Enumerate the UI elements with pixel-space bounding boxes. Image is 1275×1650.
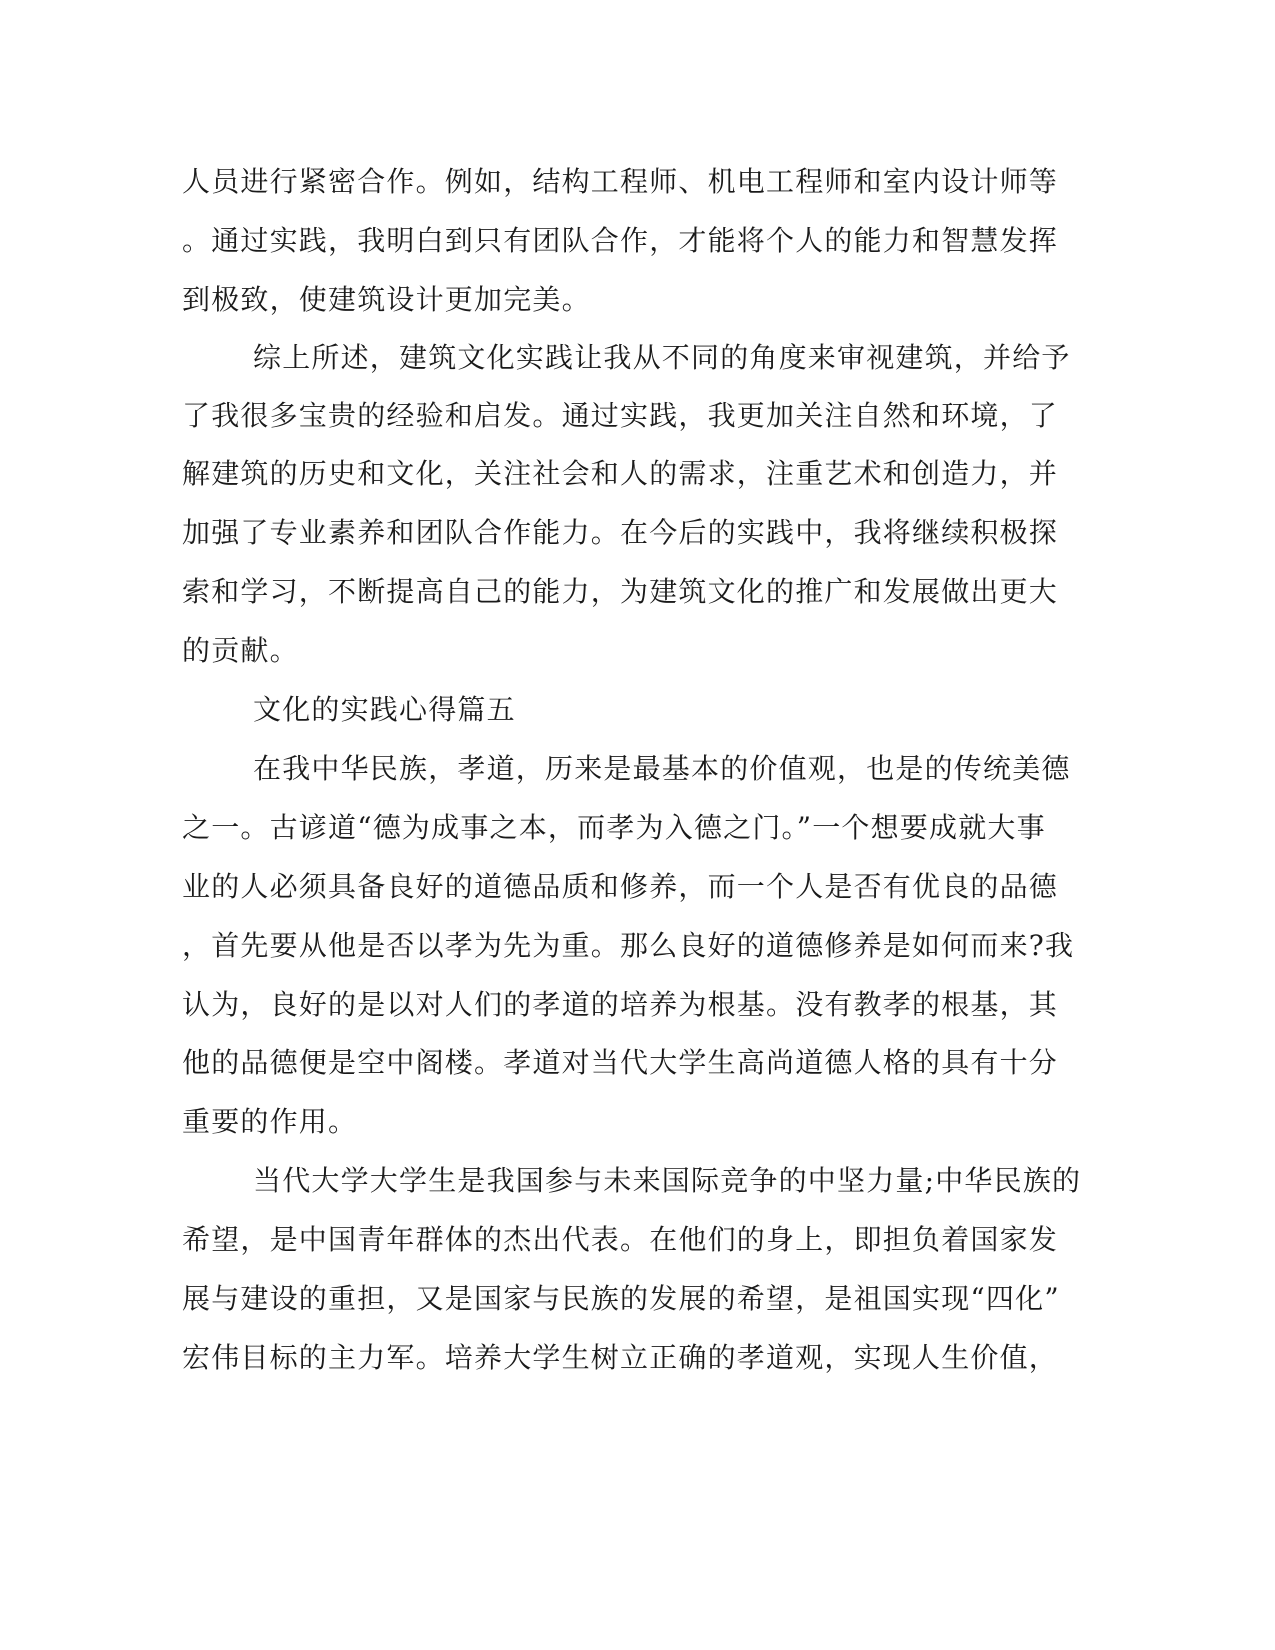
text-line: 认为，良好的是以对人们的孝道的培养为根基。没有教孝的根基，其 xyxy=(182,988,1059,1021)
text-line: 在我中华民族，孝道，历来是最基本的价值观，也是的传统美德 xyxy=(253,752,1071,785)
text-line: 希望，是中国青年群体的杰出代表。在他们的身上，即担负着国家发 xyxy=(182,1223,1059,1256)
text-line: 索和学习，不断提高自己的能力，为建筑文化的推广和发展做出更大 xyxy=(182,575,1059,608)
text-line: 宏伟目标的主力军。培养大学生树立正确的孝道观，实现人生价值， xyxy=(182,1341,1059,1374)
text-line: 解建筑的历史和文化，关注社会和人的需求，注重艺术和创造力，并 xyxy=(182,457,1059,490)
text-line: 综上所述，建筑文化实践让我从不同的角度来审视建筑，并给予 xyxy=(253,341,1071,374)
text-line: 业的人必须具备良好的道德品质和修养，而一个人是否有优良的品德 xyxy=(182,870,1059,903)
text-line: 的贡献。 xyxy=(182,634,299,667)
text-line: 之一。古谚道“德为成事之本，而孝为入德之门。”一个想要成就大事 xyxy=(182,811,1046,844)
section-heading: 文化的实践心得篇五 xyxy=(253,693,516,726)
text-line: 展与建设的重担，又是国家与民族的发展的希望，是祖国实现“四化” xyxy=(182,1282,1060,1315)
text-line: 。通过实践，我明白到只有团队合作，才能将个人的能力和智慧发挥 xyxy=(182,224,1059,257)
text-line: 当代大学大学生是我国参与未来国际竞争的中坚力量;中华民族的 xyxy=(253,1164,1082,1197)
text-line: 了我很多宝贵的经验和启发。通过实践，我更加关注自然和环境，了 xyxy=(182,399,1059,432)
text-line: 重要的作用。 xyxy=(182,1105,358,1138)
text-line: 到极致，使建筑设计更加完美。 xyxy=(182,283,591,316)
text-line: 人员进行紧密合作。例如，结构工程师、机电工程师和室内设计师等 xyxy=(182,165,1059,198)
text-line: ，首先要从他是否以孝为先为重。那么良好的道德修养是如何而来?我 xyxy=(182,929,1075,962)
text-line: 加强了专业素养和团队合作能力。在今后的实践中，我将继续积极探 xyxy=(182,516,1059,549)
text-line: 他的品德便是空中阁楼。孝道对当代大学生高尚道德人格的具有十分 xyxy=(182,1046,1059,1079)
